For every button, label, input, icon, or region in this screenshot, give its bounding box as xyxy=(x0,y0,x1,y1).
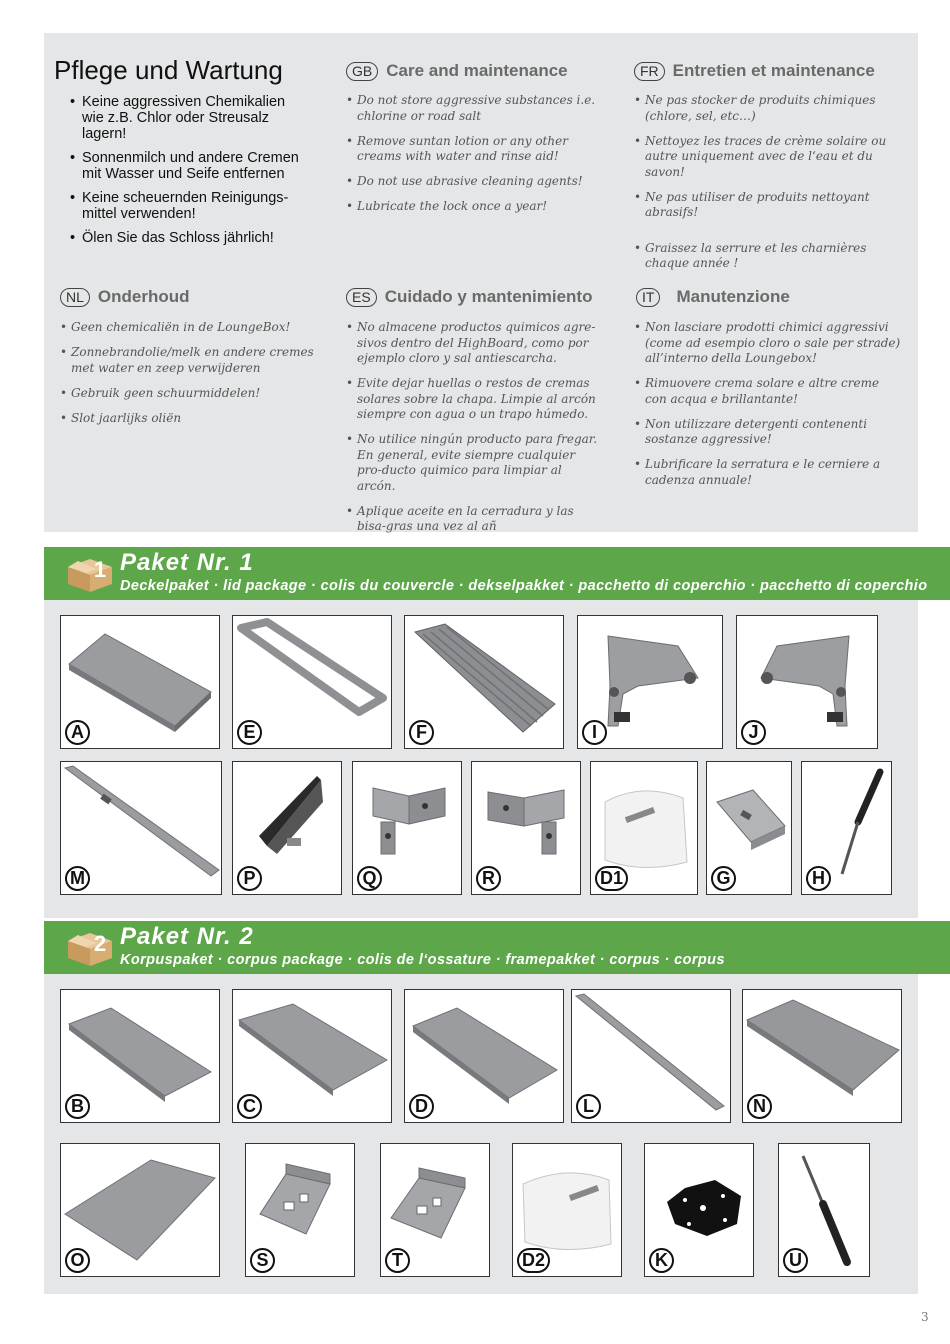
care-list-nl xyxy=(60,320,320,436)
part-label: P xyxy=(237,866,262,891)
care-list-gb xyxy=(346,93,606,224)
list-item: • Keine aggressiven Chemikalien wie z.B. Chlor oder Streusalz lagern! xyxy=(70,94,310,142)
part-label: C xyxy=(237,1094,262,1119)
list-item: • Aplique aceite en la cerradura y las bisa-gras una vez al añ xyxy=(346,504,601,535)
part-label: M xyxy=(65,866,90,891)
list-item: • Slot jaarlijks oliën xyxy=(60,411,320,427)
list-item: • Keine scheuernden Reinigungs-mittel verwenden! xyxy=(70,190,310,222)
list-item: • Nettoyez les traces de crème solaire ou autre uniquement avec de l‘eau et du savon! xyxy=(634,134,899,181)
list-item: • Graissez la serrure et les charnières chaque année ! xyxy=(634,241,899,272)
list-item: • Lubricate the lock once a year! xyxy=(346,199,606,215)
language-badge-es: ES xyxy=(346,288,377,307)
care-heading-nl xyxy=(60,287,190,307)
part-label: L xyxy=(576,1094,601,1119)
part-label: F xyxy=(409,720,434,745)
part-h xyxy=(801,761,892,895)
part-r xyxy=(471,761,581,895)
part-label: N xyxy=(747,1094,772,1119)
part-f xyxy=(404,615,564,749)
list-item: • No almacene productos quimicos agre-sivos dentro del HighBoard, como por ejemplo cloro y sal antiescarcha. xyxy=(346,320,601,367)
care-title-it: Manutenzione xyxy=(676,287,790,306)
part-label: B xyxy=(65,1094,90,1119)
part-label: H xyxy=(806,866,831,891)
part-m xyxy=(60,761,222,895)
part-label: D1 xyxy=(595,866,628,891)
part-label: I xyxy=(582,720,607,745)
list-item: • Sonnenmilch und andere Cremen mit Wasser und Seife entfernen xyxy=(70,150,310,182)
list-item: • Ölen Sie das Schloss jährlich! xyxy=(70,230,310,246)
package-number: 1 xyxy=(93,557,107,582)
care-title-es: Cuidado y mantenimiento xyxy=(384,287,593,306)
package-subtitle: Korpuspaket · corpus package · colis de l‘ossature · framepakket · corpus · corpus xyxy=(120,952,725,968)
list-item: • Ne pas utiliser de produits nettoyant abrasifs! xyxy=(634,190,899,221)
list-item: • Remove suntan lotion or any other creams with water and rinse aid! xyxy=(346,134,606,165)
list-item: • Gebruik geen schuurmiddelen! xyxy=(60,386,320,402)
part-d2 xyxy=(512,1143,622,1277)
list-item: • Do not store aggressive substances i.e. chlorine or road salt xyxy=(346,93,606,124)
part-p xyxy=(232,761,342,895)
list-item: • Zonnebrandolie/melk en andere cremes met water en zeep verwijderen xyxy=(60,345,320,376)
part-d xyxy=(404,989,564,1123)
care-heading-it xyxy=(636,287,790,307)
part-j xyxy=(736,615,878,749)
list-item: • Ne pas stocker de produits chimiques (chlore, sel, etc…) xyxy=(634,93,899,124)
part-label: O xyxy=(65,1248,90,1273)
part-d1 xyxy=(590,761,698,895)
part-l xyxy=(571,989,731,1123)
care-title-fr: Entretien et maintenance xyxy=(672,61,875,80)
part-label: A xyxy=(65,720,90,745)
part-u xyxy=(778,1143,870,1277)
care-heading-es xyxy=(346,287,592,307)
part-a xyxy=(60,615,220,749)
list-item: • Non utilizzare detergenti contenenti sostanze aggressive! xyxy=(634,417,904,448)
part-label: D xyxy=(409,1094,434,1119)
part-label: E xyxy=(237,720,262,745)
package-1-header xyxy=(44,547,950,600)
part-b xyxy=(60,989,220,1123)
list-item: • Rimuovere crema solare e altre creme con acqua e brillantante! xyxy=(634,376,904,407)
part-q xyxy=(352,761,462,895)
package-subtitle: Deckelpaket · lid package · colis du couvercle · dekselpakket · pacchetto di coperchio · pacchetto di coperchio xyxy=(120,578,928,594)
part-label: G xyxy=(711,866,736,891)
list-item: • Do not use abrasive cleaning agents! xyxy=(346,174,606,190)
care-title-gb: Care and maintenance xyxy=(386,61,568,80)
part-label: J xyxy=(741,720,766,745)
part-n xyxy=(742,989,902,1123)
care-maintenance-section xyxy=(44,33,918,532)
part-o xyxy=(60,1143,220,1277)
part-label: Q xyxy=(357,866,382,891)
part-g xyxy=(706,761,792,895)
care-title-de: Pflege und Wartung xyxy=(54,55,283,85)
package-title: Paket Nr. 1 xyxy=(120,549,254,576)
list-item: • No utilice ningún producto para fregar. En general, evite siempre cualquier pro-ducto quimico para limpiar al arcón. xyxy=(346,432,601,494)
part-i xyxy=(577,615,723,749)
package-title: Paket Nr. 2 xyxy=(120,923,254,950)
list-item: • Lubrificare la serratura e le cerniere a cadenza annuale! xyxy=(634,457,904,488)
list-item: • Evite dejar huellas o restos de cremas solares sobre la chapa. Limpie al arcón siempre con agua o un trapo húmedo. xyxy=(346,376,601,423)
part-label: K xyxy=(649,1248,674,1273)
care-list-fr xyxy=(634,93,899,281)
part-label: R xyxy=(476,866,501,891)
part-s xyxy=(245,1143,355,1277)
care-heading-fr xyxy=(634,61,875,81)
part-e xyxy=(232,615,392,749)
package-number: 2 xyxy=(93,931,107,956)
list-item: • Geen chemicaliën in de LoungeBox! xyxy=(60,320,320,336)
care-list-es xyxy=(346,320,601,544)
list-item: • Non lasciare prodotti chimici aggressivi (come ad esempio cloro o sale per strade) all’interno della Loungebox! xyxy=(634,320,904,367)
language-badge-nl: NL xyxy=(60,288,90,307)
care-title-nl: Onderhoud xyxy=(97,287,190,306)
part-label: U xyxy=(783,1248,808,1273)
part-c xyxy=(232,989,392,1123)
language-badge-it: IT xyxy=(636,288,660,307)
care-heading-gb xyxy=(346,61,568,81)
language-badge-fr: FR xyxy=(634,62,665,81)
part-label: T xyxy=(385,1248,410,1273)
language-badge-gb: GB xyxy=(346,62,378,81)
care-list-de xyxy=(70,94,310,254)
care-list-it xyxy=(634,320,904,498)
page-number: 3 xyxy=(921,1310,929,1324)
part-label: D2 xyxy=(517,1248,550,1273)
package-2-header xyxy=(44,921,950,974)
part-k xyxy=(644,1143,754,1277)
part-t xyxy=(380,1143,490,1277)
part-label: S xyxy=(250,1248,275,1273)
